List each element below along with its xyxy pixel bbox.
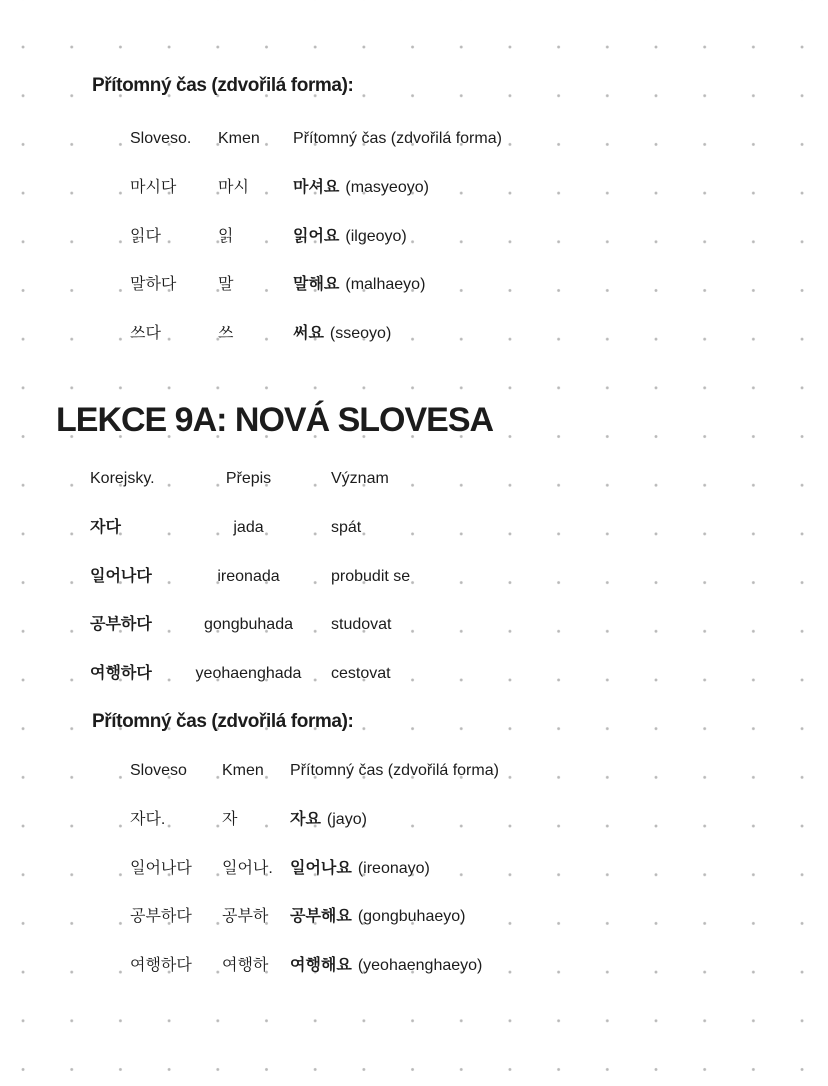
present-tense-table-2 [130,747,499,990]
verb-cell: 마시다 [130,179,177,197]
romanization: (masyeoyo) [345,179,429,197]
col-header-prepis: Přepis [225,470,272,488]
meaning-cell: cestovat [331,665,391,683]
stem-cell: 일어나. [222,859,273,877]
romanization: (malhaeyo) [345,276,426,294]
form-cell [290,956,499,976]
col-header-kmen: Kmen [218,130,260,148]
form-cell [290,859,499,879]
meaning-cell: spát [331,519,362,537]
conjugated-form: 여행해요 [290,957,352,975]
korean-word-cell: 공부하다 [90,616,152,634]
form-cell [290,907,499,927]
korean-word-cell: 자다 [90,519,121,537]
form-cell [290,810,499,830]
stem-cell: 공부하 [222,908,269,926]
conjugated-form: 자요 [290,811,321,829]
romanization: (sseoyo) [329,325,392,343]
meaning-cell: studovat [331,616,392,634]
verb-cell: 공부하다 [130,908,192,926]
verb-cell: 말하다 [130,276,177,294]
verb-cell: 읽다 [130,227,161,245]
transcription-cell: yeohaenghada [195,665,302,683]
col-header-kmen: Kmen [222,762,264,780]
form-cell [293,178,502,198]
present-tense-table-1 [130,115,502,358]
stem-cell: 마시 [218,179,249,197]
lesson-title: LEKCE 9A: NOVÁ SLOVESA [56,401,494,439]
col-header-pritomny-cas: Přítomný čas (zdvořilá forma) [290,762,499,780]
romanization: (ilgeoyo) [345,227,407,245]
korean-word-cell: 여행하다 [90,665,152,683]
verb-cell: 여행하다 [130,957,192,975]
form-cell [293,324,502,344]
section1-heading: Přítomný čas (zdvořilá forma): [92,75,354,96]
stem-cell: 쓰 [218,325,234,343]
conjugated-form: 일어나요 [290,859,352,877]
col-header-sloveso: Sloveso. [130,130,192,148]
verb-cell: 일어나다 [130,859,192,877]
stem-cell: 여행하 [222,957,269,975]
verb-cell: 쓰다 [130,325,161,343]
transcription-cell: gongbuhada [204,616,293,634]
conjugated-form: 공부해요 [290,908,352,926]
col-header-sloveso: Sloveso [130,762,187,780]
conjugated-form: 말해요 [293,276,340,294]
vocabulary-table [90,455,410,698]
korean-word-cell: 일어나다 [90,567,152,585]
form-cell [293,275,502,295]
transcription-cell: ireonada [217,567,280,585]
romanization: (gongbuhaeyo) [357,908,466,926]
romanization: (ireonayo) [357,859,430,877]
conjugated-form: 읽어요 [293,227,340,245]
stem-cell: 자 [222,811,238,829]
col-header-korejsky: Korejsky. [90,470,155,488]
col-header-vyznam: Význam [331,470,389,488]
romanization: (yeohaenghaeyo) [357,957,483,975]
conjugated-form: 써요 [293,325,324,343]
stem-cell: 읽 [218,227,234,245]
meaning-cell: probudit se [331,567,411,585]
form-cell [293,227,502,247]
section2-heading: Přítomný čas (zdvořilá forma): [92,711,354,732]
stem-cell: 말 [218,276,234,294]
romanization: (jayo) [326,811,367,829]
transcription-cell: jada [233,519,264,537]
verb-cell: 자다. [130,811,166,829]
conjugated-form: 마셔요 [293,179,340,197]
col-header-pritomny-cas: Přítomný čas (zdvořilá forma) [293,130,502,148]
